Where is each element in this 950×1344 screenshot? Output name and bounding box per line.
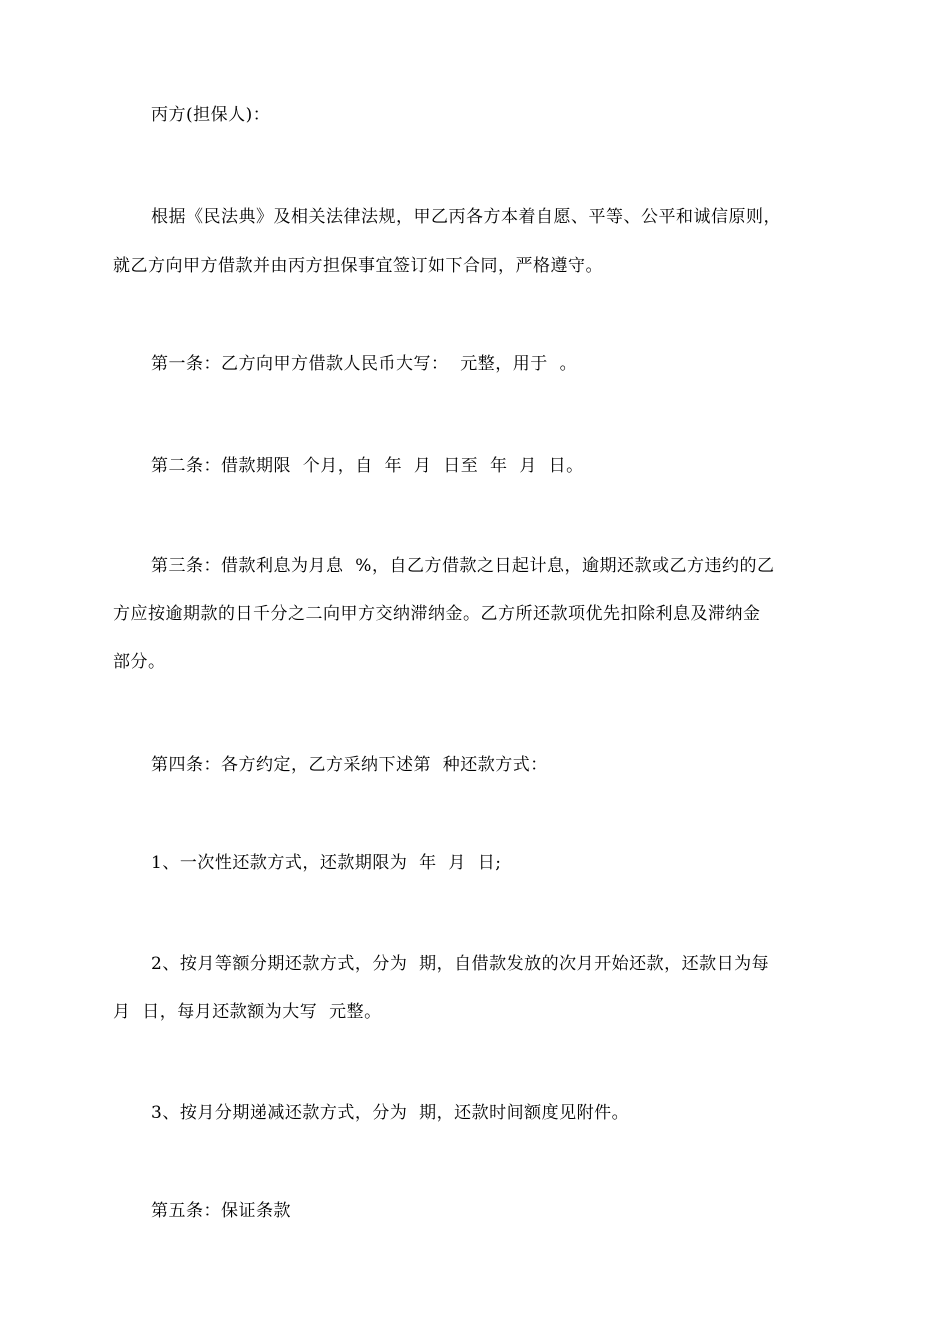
option-1: 1、一次性还款方式，还款期限为 年 月 日; [151,853,502,873]
article-5-heading: 第五条：保证条款 [151,1201,291,1221]
article-3-line-2: 方应按逾期款的日千分之二向甲方交纳滞纳金。乙方所还款项优先扣除利息及滞纳金 [113,604,761,624]
article-3-line-3: 部分。 [113,652,166,672]
preamble-line-2: 就乙方向甲方借款并由丙方担保事宜签订如下合同，严格遵守。 [113,256,603,276]
article-4: 第四条：各方约定，乙方采纳下述第 种还款方式： [151,755,548,775]
party-c-line: 丙方(担保人)： [151,105,271,125]
preamble-line-1: 根据《民法典》及相关法律法规，甲乙丙各方本着自愿、平等、公平和诚信原则， [151,207,781,227]
option-3: 3、按月分期递减还款方式，分为 期，还款时间额度见附件。 [151,1103,630,1123]
option-2-line-1: 2、按月等额分期还款方式，分为 期，自借款发放的次月开始还款，还款日为每 [151,954,770,974]
article-2: 第二条：借款期限 个月，自 年 月 日至 年 月 日。 [151,456,584,476]
article-3-line-1: 第三条：借款利息为月息 %，自乙方借款之日起计息，逾期还款或乙方违约的乙 [151,556,775,576]
option-2-line-2: 月 日，每月还款额为大写 元整。 [113,1002,382,1022]
article-1: 第一条：乙方向甲方借款人民币大写： 元整，用于 。 [151,354,578,374]
